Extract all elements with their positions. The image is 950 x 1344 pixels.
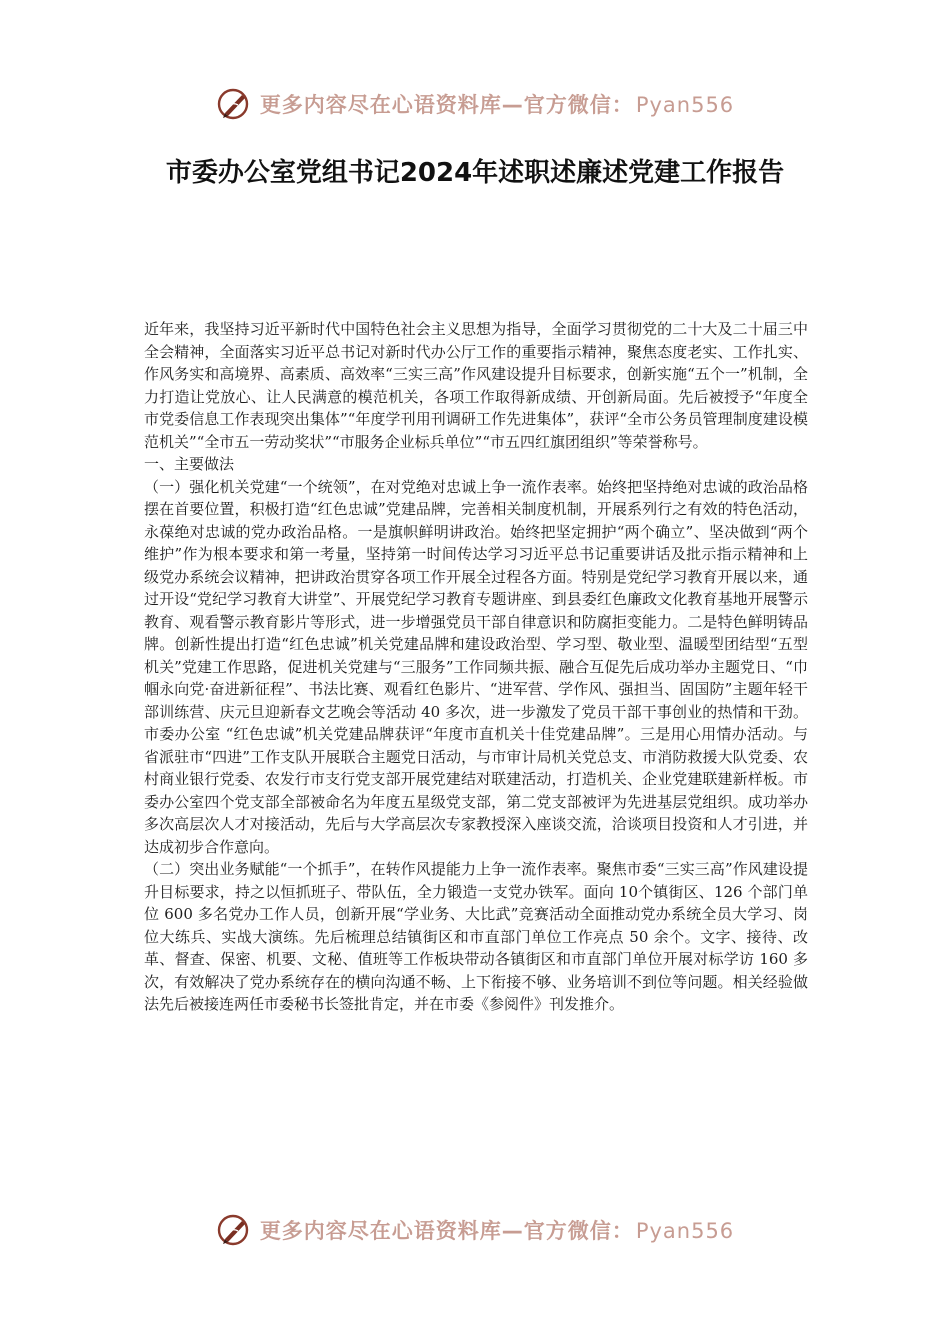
intro-paragraph: 近年来，我坚持习近平新时代中国特色社会主义思想为指导，全面学习贯彻党的二十大及二十届三中全会精神，全面落实习近平总书记对新时代办公厅工作的重要指示精神，聚焦态度老实、工作扎实、作风务实和高境界、高素质、高效率“三实三高”作风建设提升目标要求，创新实施“五个一”机制，全力打造让党放心、让人民满意的模范机关，各项工作取得新成绩、开创新局面。先后被授予“年度全市党委信息工作表现突出集体”“年度学刊用刊调研工作先进集体”，获评“全市公务员管理制度建设模范机关”“全市五一劳动奖状”“市服务企业标兵单位”“市五四红旗团组织”等荣誉称号。 <box>144 320 808 451</box>
pen-logo-icon <box>216 1212 252 1248</box>
section-heading: 一、主要做法 <box>144 455 235 473</box>
watermark-text <box>260 89 734 119</box>
body-paragraph: （二）突出业务赋能“一个抓手”，在转作风提能力上争一流作表率。聚焦市委“三实三高”作风建设提升目标要求，持之以恒抓班子、带队伍，全力锻造一支党办铁军。面向 10个镇街区、126 个部门单位 600 多名党办工作人员，创新开展“学业务、大比武”竞赛活动全面推动党办系统全员大学习、岗位大练兵、实战大演练。先后梳理总结镇街区和市直部门单位工作亮点 50 余个。文字、接待、改革、督查、保密、机要、文秘、值班等工作板块带动各镇街区和市直部门单位开展对标学访 160 多次，有效解决了党办系统存在的横向沟通不畅、上下衔接不够、业务培训不到位等问题。相关经验做法先后被接连两任市委秘书长签批肯定，并在市委《参阅件》刊发推介。 <box>144 860 808 1013</box>
watermark-text <box>260 1215 734 1245</box>
body-paragraph: （一）强化机关党建“一个统领”，在对党绝对忠诚上争一流作表率。始终把坚持绝对忠诚的政治品格摆在首要位置，积极打造“红色忠诚”党建品牌，完善相关制度机制，开展系列行之有效的特色活动，永葆绝对忠诚的党办政治品格。一是旗帜鲜明讲政治。始终把坚定拥护“两个确立”、坚决做到“两个维护”作为根本要求和第一考量，坚持第一时间传达学习习近平总书记重要讲话及批示指示精神和上级党办系统会议精神，把讲政治贯穿各项工作开展全过程各方面。特别是党纪学习教育开展以来，通过开设“党纪学习教育大讲堂”、开展党纪学习教育专题讲座、到县委红色廉政文化教育基地开展警示教育、观看警示教育影片等形式，进一步增强党员干部自律意识和防腐拒变能力。二是特色鲜明铸品牌。创新性提出打造“红色忠诚”机关党建品牌和建设政治型、学习型、敬业型、温暖型团结型“五型机关”党建工作思路，促进机关党建与“三服务”工作同频共振、融合互促先后成功举办主题党日、“巾帼永向党·奋进新征程”、书法比赛、观看红色影片、“进军营、学作风、强担当、固国防”主题年轻干部训练营、庆元旦迎新春文艺晚会等活动 40 多次，进一步激发了党员干部干事创业的热情和干劲。市委办公室 “红色忠诚”机关党建品牌获评“年度市直机关十佳党建品牌”。三是用心用情办活动。与省派驻市“四进”工作支队开展联合主题党日活动，与市审计局机关党总支、市消防救援大队党委、农村商业银行党委、农发行市支行党支部开展党建结对联建活动，打造机关、企业党建联建新样板。市委办公室四个党支部全部被命名为年度五星级党支部，第二党支部被评为先进基层党组织。成功举办多次高层次人才对接活动，先后与大学高层次专家教授深入座谈交流，洽谈项目投资和人才引进，并达成初步合作意向。 <box>144 477 808 856</box>
document-title: 市委办公室党组书记2024年述职述廉述党建工作报告 <box>165 158 785 188</box>
watermark-slogan: 更多内容尽在心语资料库—官方微信： <box>259 93 634 117</box>
wechat-id: Pyan556 <box>635 1219 735 1243</box>
watermark-slogan: 更多内容尽在心语资料库—官方微信： <box>259 1219 634 1243</box>
wechat-id: Pyan556 <box>635 93 735 117</box>
header-watermark-banner <box>0 84 950 124</box>
document-body <box>144 318 808 1016</box>
footer-watermark-banner <box>0 1210 950 1250</box>
pen-logo-icon <box>216 86 252 122</box>
